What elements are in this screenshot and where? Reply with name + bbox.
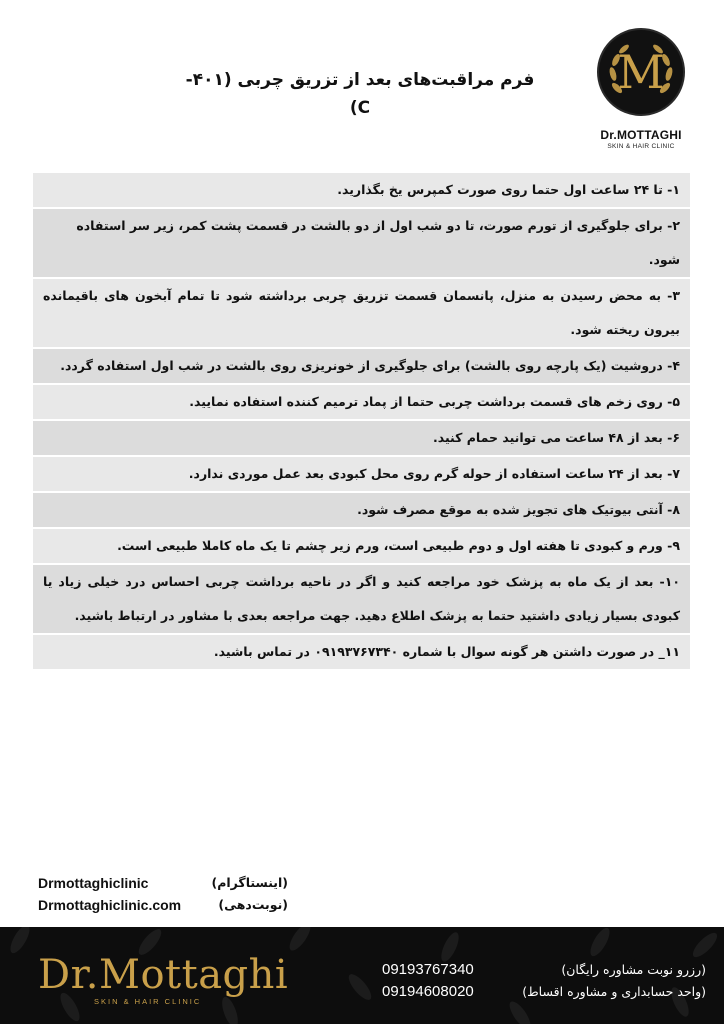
instruction-item: ۴- دروشیت (یک پارچه روی بالشت) برای جلوگیری از خونریزی روی بالشت در شب اول استفاده گردد. bbox=[33, 349, 690, 385]
instruction-item: ۳- به محض رسیدن به منزل، پانسمان قسمت تزریق چربی برداشته شود تا تمام آبخون های باقیمانده بیرون ریخته شود. bbox=[33, 279, 690, 349]
footer-bar bbox=[0, 927, 724, 1024]
footer-brand: Dr.Mottaghi bbox=[38, 952, 289, 998]
instagram-handle[interactable]: Drmottaghiclinic bbox=[38, 875, 149, 891]
page-title: فرم مراقبت‌های بعد از تزریق چربی (۴۰۱-C) bbox=[185, 70, 535, 118]
instruction-item: ۵- روی زخم های قسمت برداشت چربی حتما از پماد ترمیم کننده استفاده نمایید. bbox=[33, 385, 690, 421]
website-link[interactable]: Drmottaghiclinic.com bbox=[38, 897, 182, 913]
logo-subtitle: SKIN & HAIR CLINIC bbox=[607, 143, 675, 150]
instructions-list bbox=[33, 173, 690, 671]
logo-emblem bbox=[597, 28, 685, 116]
footer-brand-subtitle: SKIN & HAIR CLINIC bbox=[94, 997, 202, 1006]
clinic-logo bbox=[596, 28, 686, 150]
phone-accounting[interactable]: 09194608020 bbox=[382, 983, 474, 1000]
contact-info bbox=[38, 872, 288, 916]
phone-reservation-label: (رزرو نوبت مشاوره رایگان) bbox=[561, 962, 706, 977]
contact-instagram bbox=[38, 872, 288, 894]
instruction-item: ۱- تا ۲۴ ساعت اول حتما روی صورت کمپرس یخ بگذارید. bbox=[33, 173, 690, 209]
phone-accounting-label: (واحد حسابداری و مشاوره اقساط) bbox=[522, 984, 706, 999]
logo-letter: M bbox=[617, 45, 665, 99]
instruction-item: ۱۰- بعد از یک ماه به پزشک خود مراجعه کنید و اگر در ناحیه برداشت چربی احساس درد خیلی زیاد یا کبودی بسیار زیادی داشتید حتما به پزشک اطلاع دهید. جهت مراجعه بعدی با مشاور در ارتباط باشید. bbox=[33, 565, 690, 635]
instruction-item: ۸- آنتی بیوتیک های تجویز شده به موقع مصرف شود. bbox=[33, 493, 690, 529]
logo-name: Dr.MOTTAGHI bbox=[600, 128, 682, 142]
contact-website bbox=[38, 894, 288, 916]
website-label: (نوبت‌دهی) bbox=[218, 897, 288, 912]
phone-reservation[interactable]: 09193767340 bbox=[382, 961, 474, 978]
instruction-item: ۱۱_ در صورت داشتن هر گونه سوال با شماره ۰۹۱۹۳۷۶۷۳۴۰ در تماس باشید. bbox=[33, 635, 690, 671]
instruction-item: ۲- برای جلوگیری از تورم صورت، تا دو شب اول از دو بالشت در قسمت پشت کمر، زیر سر استفاده شود. bbox=[33, 209, 690, 279]
instruction-item: ۷- بعد از ۲۴ ساعت استفاده از حوله گرم روی محل کبودی بعد عمل موردی ندارد. bbox=[33, 457, 690, 493]
instruction-item: ۶- بعد از ۴۸ ساعت می توانید حمام کنید. bbox=[33, 421, 690, 457]
instagram-label: (اینستاگرام) bbox=[211, 875, 288, 890]
instruction-item: ۹- ورم و کبودی تا هفته اول و دوم طبیعی است، ورم زیر چشم تا یک ماه کاملا طبیعی است. bbox=[33, 529, 690, 565]
